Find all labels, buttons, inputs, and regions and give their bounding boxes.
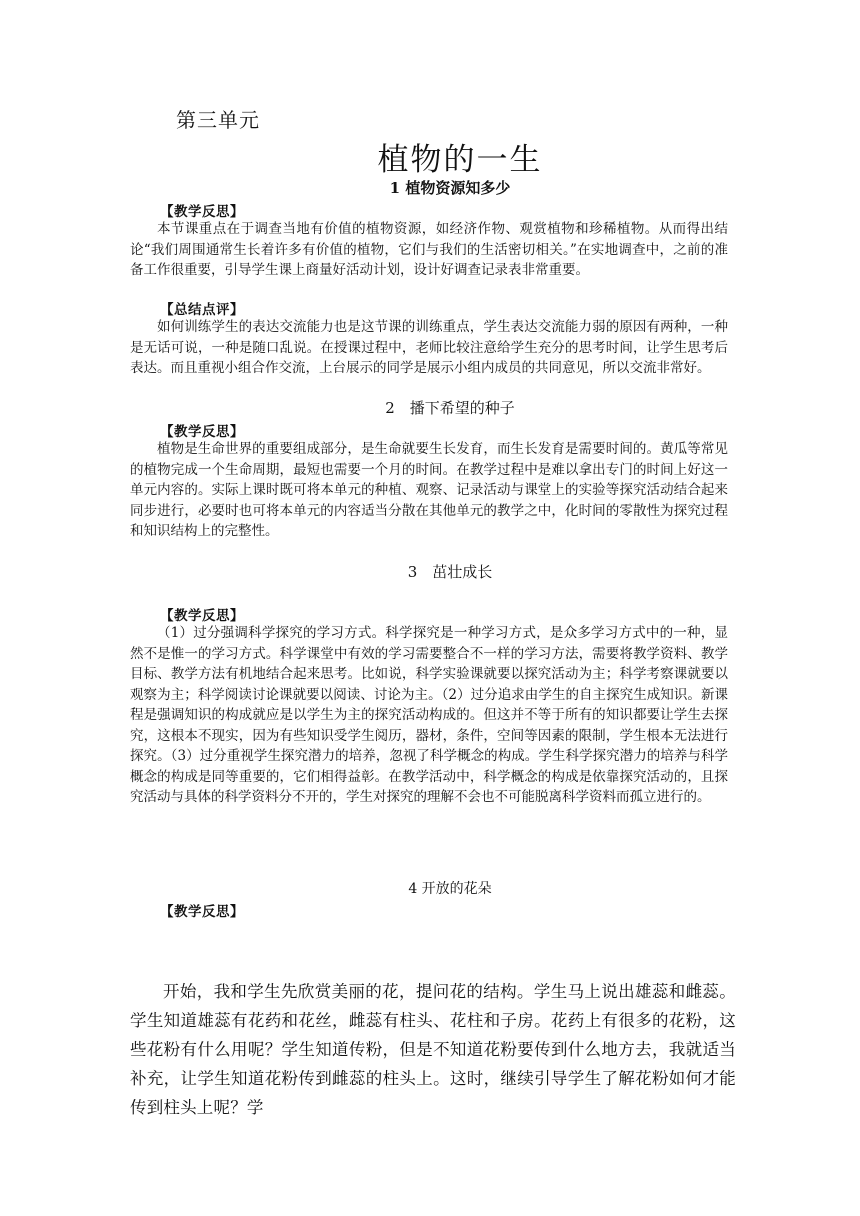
main-title: 植物的一生	[377, 142, 543, 178]
section-1-summary-text: 如何训练学生的表达交流能力也是这节课的训练重点，学生表达交流能力弱的原因有两种，一种是无话可说，一种是随口乱说。在授课过程中，老师比较注意给学生充分的思考时间，让学生思考后表达。而且重视小组合作交流，上台展示的同学是展示小组内成员的共同意见，所以交流非常好。	[130, 319, 728, 376]
section-4-reflection-label: 【教学反思】	[160, 904, 244, 920]
section-1-reflection-text: 本节课重点在于调查当地有价值的植物资源，如经济作物、观赏植物和珍稀植物。从而得出结论“我们周围通常生长着许多有价值的植物，它们与我们的生活密切相关。”在实地调查中，之前的准备工作很重要，引导学生课上商量好活动计划，设计好调查记录表非常重要。	[130, 221, 728, 278]
section-3-reflection-text: （1）过分强调科学探究的学习方式。科学探究是一种学习方式，是众多学习方式中的一种，显然不是惟一的学习方式。科学课堂中有效的学习需要整合不一样的学习方法，需要将教学资料、教学目标、教学方法有机地结合起来思考。比如说，科学实验课就要以探究活动为主；科学考察课就要以观察为主；科学阅读讨论课就要以阅读、讨论为主。（2）过分追求由学生的自主探究生成知识。新课程是强调知识的构成就应是以学生为主的探究活动构成的。但这并不等于所有的知识都要让学生去探究，这根本不现实，因为有些知识受学生阅历，器材，条件，空间等因素的限制，学生根本无法进行探究。（3）过分重视学生探究潜力的培养，忽视了科学概念的构成。学生科学探究潜力的培养与科学概念的构成是同等重要的，它们相得益彰。在教学活动中，科学概念的构成是依靠探究活动的，且探究活动与具体的科学资料分不开的，学生对探究的理解不会也不可能脱离科学资料而孤立进行的。	[130, 625, 728, 805]
section-4-title: 4 开放的花朵	[408, 881, 492, 897]
section-1-reflection-label: 【教学反思】	[160, 204, 244, 220]
section-3-title: 3 茁壮成长	[407, 563, 493, 581]
section-2-title: 2 播下希望的种子	[385, 399, 515, 417]
section-1-summary-label: 【总结点评】	[160, 302, 244, 318]
section-2-reflection-label: 【教学反思】	[160, 424, 244, 440]
section-2-reflection-text: 植物是生命世界的重要组成部分，是生命就要生长发育，而生长发育是需要时间的。黄瓜等常见的植物完成一个生命周期，最短也需要一个月的时间。在教学过程中是难以拿出专门的时间上好这一单元内容的。实际上课时既可将本单元的种植、观察、记录活动与课堂上的实验等探究活动结合起来同步进行，必要时也可将本单元的内容适当分散在其他单元的教学之中，化时间的零散性为探究过程和知识结构上的完整性。	[130, 441, 728, 539]
section-4-reflection-text: 开始，我和学生先欣赏美丽的花，提问花的结构。学生马上说出雄蕊和雌蕊。学生知道雄蕊有花药和花丝，雌蕊有柱头、花柱和子房。花药上有很多的花粉，这些花粉有什么用呢？学生知道传粉，但是不知道花粉要传到什么地方去，我就适当补充，让学生知道花粉传到雌蕊的柱头上。这时，继续引导学生了解花粉如何才能传到柱头上呢？学	[130, 982, 736, 1117]
section-3-reflection-label: 【教学反思】	[160, 608, 244, 624]
section-1-title: 1 植物资源知多少	[389, 179, 511, 197]
unit-label: 第三单元	[176, 108, 260, 132]
